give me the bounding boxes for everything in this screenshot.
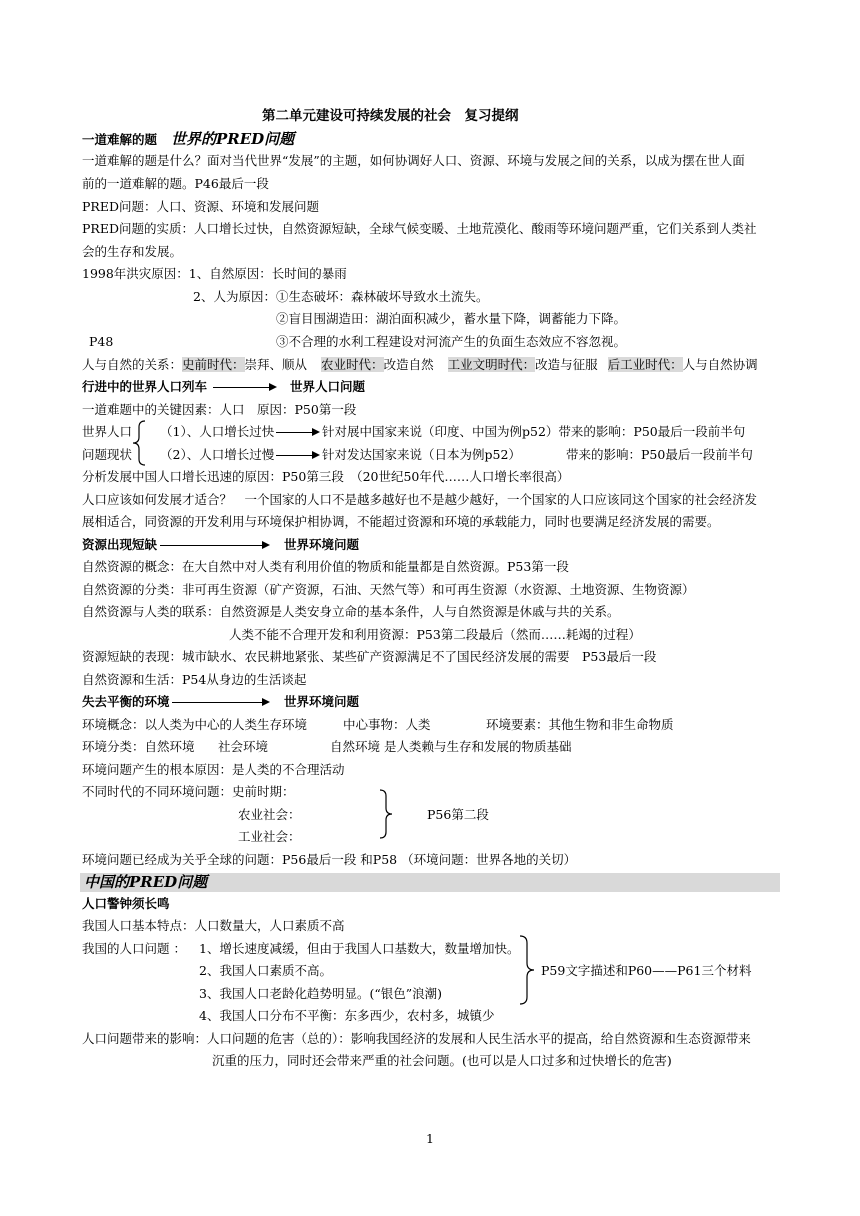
- paragraph: 2、人为原因：①生态破坏：森林破坏导致水土流失。: [193, 289, 489, 304]
- paragraph: ②盲目围湖造田：湖泊面积减少，蓄水量下降，调蓄能力下降。: [276, 311, 627, 326]
- arrow-icon: [172, 702, 268, 703]
- paragraph: 4、我国人口分布不平衡：东多西少，农村多，城镇少: [199, 1008, 495, 1023]
- paragraph: 环境分类：自然环境: [82, 739, 195, 754]
- paragraph: 我国的人口问题 ：: [82, 941, 186, 956]
- paragraph: 会的生存和发展。: [82, 244, 183, 259]
- paragraph: （2）、人口增长过慢: [160, 447, 275, 462]
- paragraph: 自然资源的分类：非可再生资源（矿产资源，石油、天然气等）和可再生资源（水资源、土地资源、生物资源）: [82, 582, 695, 597]
- paragraph: （1）、人口增长过快: [160, 424, 275, 439]
- section-heading-resources: 资源出现短缺: [82, 537, 158, 552]
- era-agricultural: 农业时代：: [321, 357, 384, 372]
- section-italic-title: 世界的PRED问题: [171, 130, 295, 148]
- relationship-line: [82, 357, 758, 373]
- era-agricultural-text: 改造自然: [383, 357, 434, 372]
- paragraph: 问题现状: [82, 447, 133, 462]
- page-number: 1: [426, 1131, 434, 1146]
- era-post-industrial-text: 人与自然协调: [682, 357, 758, 372]
- paragraph: 1998年洪灾原因：1、自然原因：长时间的暴雨: [82, 266, 347, 281]
- paragraph: 一道难解的题是什么？面对当代世界“发展”的主题，如何协调好人口、资源、环境与发展之间的关系，以成为摆在世人面: [82, 153, 745, 168]
- paragraph: 1、增长速度减缓，但由于我国人口基数大，数量增加快。: [199, 941, 520, 956]
- section-heading-population-alarm: 人口警钟须长鸣: [82, 896, 170, 911]
- relationship-prefix: 人与自然的关系：: [82, 357, 183, 372]
- paragraph: 2、我国人口素质不高。: [199, 963, 332, 978]
- section-heading-china-pred: 中国的PRED问题: [84, 873, 208, 891]
- arrow-icon: [276, 432, 318, 433]
- left-brace-icon: [131, 419, 147, 467]
- paragraph: 展相适合，同资源的开发利用与环境保护相协调，不能超过资源和环境的承载能力，同时也要满足经济发展的需要。: [82, 514, 720, 529]
- paragraph: 前的一道难解的题。P46最后一段: [82, 176, 269, 191]
- right-brace-icon: [516, 934, 538, 1006]
- paragraph: 一道难题中的关键因素：人口 原因：P50第一段: [82, 402, 357, 417]
- paragraph: 3、我国人口老龄化趋势明显。(“银色”浪潮): [199, 986, 442, 1001]
- section-heading-target: 世界环境问题: [284, 537, 360, 552]
- paragraph: 农业社会：: [238, 807, 301, 822]
- paragraph: ③不合理的水利工程建设对河流产生的负面生态效应不容忽视。: [276, 334, 627, 349]
- page-title: 第二单元建设可持续发展的社会 复习提纲: [262, 108, 519, 124]
- paragraph: 自然环境 是人类赖与生存和发展的物质基础: [330, 739, 572, 754]
- paragraph: 人口问题带来的影响：人口问题的危害（总的）：影响我国经济的发展和人民生活水平的提高，给自然资源和生态资源带来: [82, 1031, 751, 1046]
- paragraph: 分析发展中国人口增长迅速的原因：P50第三段 （20世纪50年代……人口增长率很高）: [82, 469, 570, 484]
- paragraph: 针对展中国家来说（印度、中国为例p52）带来的影响：P50最后一段前半句: [322, 424, 746, 439]
- section-heading-population: 行进中的世界人口列车: [82, 379, 208, 394]
- arrow-icon: [160, 545, 268, 546]
- paragraph: PRED问题：人口、资源、环境和发展问题: [82, 199, 319, 214]
- paragraph: 带来的影响：P50最后一段前半句: [566, 447, 753, 462]
- section-heading-target: 世界人口问题: [290, 379, 366, 394]
- paragraph: P59文字描述和P60——P61三个材料: [541, 963, 752, 978]
- paragraph: 环境概念：以人类为中心的人类生存环境: [82, 717, 308, 732]
- arrow-icon: [276, 455, 318, 456]
- era-industrial-text: 改造与征服: [535, 357, 598, 372]
- paragraph: 世界人口: [82, 424, 133, 439]
- paragraph: 环境要素：其他生物和非生命物质: [486, 717, 674, 732]
- right-brace-icon: [376, 788, 396, 840]
- paragraph: 自然资源与人类的联系：自然资源是人类安身立命的基本条件，人与自然资源是休戚与共的关系。: [82, 604, 620, 619]
- paragraph: 不同时代的不同环境问题：史前时期：: [82, 784, 295, 799]
- paragraph: P48: [89, 334, 114, 349]
- paragraph: PRED问题的实质：人口增长过快，自然资源短缺，全球气候变暖、土地荒漠化、酸雨等环境问题严重，它们关系到人类社: [82, 221, 757, 236]
- paragraph: 环境问题已经成为关乎全球的问题：P56最后一段 和P58 （环境问题：世界各地的关切）: [82, 852, 577, 867]
- paragraph: 社会环境: [218, 739, 269, 754]
- paragraph: 自然资源的概念：在大自然中对人类有利用价值的物质和能量都是自然资源。P53第一段: [82, 559, 569, 574]
- paragraph: 自然资源和生活：P54从身边的生活谈起: [82, 672, 307, 687]
- section-heading-environment: 失去平衡的环境: [82, 694, 170, 709]
- era-prehistoric-text: 崇拜、顺从: [244, 357, 308, 372]
- paragraph: 环境问题产生的根本原因：是人类的不合理活动: [82, 762, 345, 777]
- paragraph: 人口应该如何发展才适合？ 一个国家的人口不是越多越好也不是越少越好，一个国家的人口应该同这个国家的社会经济发: [82, 492, 758, 507]
- paragraph: 人类不能不合理开发和利用资源：P53第二段最后（然而……耗竭的过程）: [229, 627, 641, 642]
- paragraph: 我国人口基本特点：人口数量大，人口素质不高: [82, 918, 345, 933]
- paragraph: 沉重的压力，同时还会带来严重的社会问题。(也可以是人口过多和过快增长的危害): [212, 1053, 672, 1068]
- arrow-icon: [213, 387, 275, 388]
- era-industrial: 工业文明时代：: [447, 357, 536, 372]
- paragraph: 中心事物：人类: [343, 717, 431, 732]
- paragraph: P56第二段: [427, 807, 489, 822]
- paragraph: 针对发达国家来说（日本为例p52）: [322, 447, 521, 462]
- section-heading-world-pred: [82, 131, 294, 148]
- paragraph: 工业社会：: [238, 829, 301, 844]
- section-label: 一道难解的题: [82, 132, 158, 147]
- era-prehistoric: 史前时代：: [182, 357, 245, 372]
- era-post-industrial: 后工业时代：: [607, 357, 683, 372]
- paragraph: 资源短缺的表现：城市缺水、农民耕地紧张、某些矿产资源满足不了国民经济发展的需要 P53最后一段: [82, 649, 657, 664]
- section-heading-target: 世界环境问题: [284, 694, 360, 709]
